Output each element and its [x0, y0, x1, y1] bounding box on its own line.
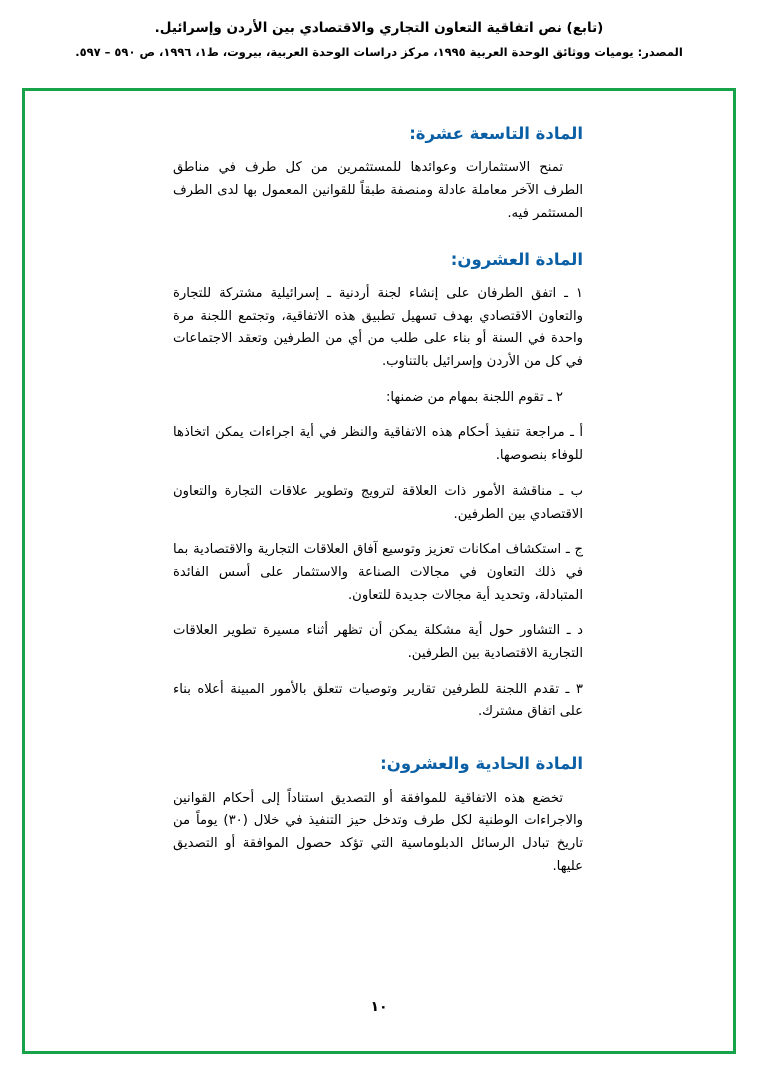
paragraph: ب ـ مناقشة الأمور ذات العلاقة لترويج وتطوير علاقات التجارة والتعاون الاقتصادي بين الطرفين.: [173, 483, 583, 522]
document-header: [0, 0, 758, 59]
document-body: [173, 121, 583, 1031]
article-heading: المادة العشرون:: [450, 249, 583, 269]
section-article-19: [173, 121, 583, 226]
content-frame: [22, 88, 736, 1054]
spacer: [173, 239, 583, 247]
paragraph: د ـ التشاور حول أية مشكلة يمكن أن تظهر أثناء مسيرة تطوير العلاقات التجارية الاقتصادية بين الطرفين.: [173, 623, 583, 662]
paragraph: ٣ ـ تقدم اللجنة للطرفين تقارير وتوصيات تتعلق بالأمور المبينة أعلاه بناء على اتفاق مشترك.: [173, 681, 583, 720]
header-title: (تابع) نص اتفاقية التعاون التجاري والاقتصادي بين الأردن وإسرائيل.: [154, 20, 604, 36]
section-article-20: [173, 247, 583, 725]
page-number: ١٠: [370, 999, 388, 1015]
header-source: المصدر: يوميات ووثائق الوحدة العربية ١٩٩٥، مركز دراسات الوحدة العربية، بيروت، ط١، ١٩٩٦، ص ٥٩٠ – ٥٩٧.: [75, 45, 683, 60]
paragraph: ٢ ـ تقوم اللجنة بمهام من ضمنها:: [385, 389, 563, 405]
article-heading: المادة التاسعة عشرة:: [409, 124, 583, 143]
paragraph: تمنح الاستثمارات وعوائدها للمستثمرين من كل طرف في مناطق الطرف الآخر معاملة عادلة ومنصفة طبقاً للقوانين المعمول بها لدى الطرف المستثمر فيه.: [173, 160, 583, 221]
spacer: [173, 737, 583, 751]
paragraph: أ ـ مراجعة تنفيذ أحكام هذه الاتفاقية والنظر في أية اجراءات يمكن اتخاذها للوفاء بنصوصها.: [173, 425, 583, 464]
paragraph: ١ ـ اتفق الطرفان على إنشاء لجنة أردنية ـ إسرائيلية مشتركة للتجارة والتعاون الاقتصادي بهدف تسهيل تطبيق هذه الاتفاقية، وتجتمع اللجنة مرة واحدة في السنة أو بناء على طلب من أي من الطرفين وتعقد الاجتماعات في كل من الأردن وإسرائيل بالتناوب.: [173, 285, 583, 369]
paragraph: تخضع هذه الاتفاقية للموافقة أو التصديق استناداً إلى أحكام القوانين والاجراءات الوطنية لكل طرف وتدخل حيز التنفيذ في خلال (٣٠) يوماً من تاريخ تبادل الرسائل الدبلوماسية التي تؤكد حصول الموافقة أو التصديق عليها.: [173, 790, 583, 874]
article-heading: المادة الحادية والعشرون:: [380, 754, 583, 774]
section-article-21: [173, 751, 583, 878]
paragraph: ج ـ استكشاف امكانات تعزيز وتوسيع آفاق العلاقات التجارية والاقتصادية بما في ذلك التعاون في مجالات الصناعة والاستثمار على أسس الفائدة المتبادلة، وتحديد أية مجالات جديدة للتعاون.: [173, 542, 583, 603]
